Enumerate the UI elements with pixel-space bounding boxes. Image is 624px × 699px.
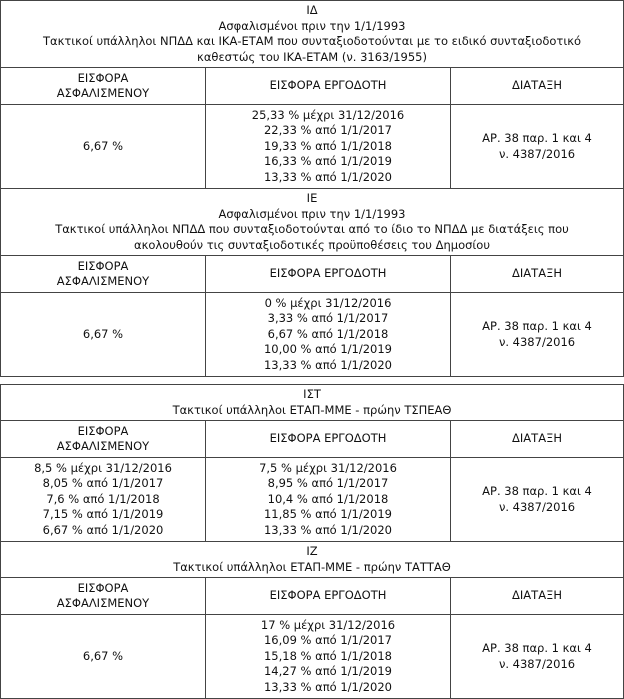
section-line: καθεστώς του ΙΚΑ-ΕΤΑΜ (ν. 3163/1955)	[197, 49, 427, 64]
section-title-ist	[1, 385, 624, 421]
section-code: ΙΖ	[306, 544, 318, 558]
section-code: ΙΣΤ	[303, 387, 321, 401]
header-employer: ΕΙΣΦΟΡΑ ΕΡΓΟΔΟΤΗ	[206, 421, 451, 458]
insured-contribution: 8,5 % μέχρι 31/12/2016 8,05 % από 1/1/2017 7,6 % από 1/1/2018 7,15 % από 1/1/2019 6,67 % από 1/1/2020	[1, 458, 206, 542]
section-line: ακολουθούν τις συνταξιοδοτικές προϋποθέσεις του Δημοσίου	[134, 237, 490, 252]
section-line: Τακτικοί υπάλληλοι ΝΠΔΔ που συνταξιοδοτούνται από το ίδιο το ΝΠΔΔ με διατάξεις που	[55, 222, 569, 236]
section-line: Τακτικοί υπάλληλοι ΕΤΑΠ-ΜΜΕ - πρώην ΤΣΠΕΑΘ	[172, 402, 452, 417]
section-title-ie	[1, 189, 624, 256]
header-insured: ΕΙΣΦΟΡΑ ΑΣΦΑΛΙΣΜΕΝΟΥ	[1, 421, 206, 458]
section-line: Τακτικοί υπάλληλοι ΕΤΑΠ-ΜΜΕ - πρώην ΤΑΤΤΑΘ	[173, 559, 451, 574]
insured-contribution: 6,67 %	[1, 293, 206, 377]
header-insured: ΕΙΣΦΟΡΑ ΑΣΦΑΛΙΣΜΕΝΟΥ	[1, 68, 206, 105]
employer-contribution: 0 % μέχρι 31/12/2016 3,33 % από 1/1/2017 6,67 % από 1/1/2018 10,00 % από 1/1/2019 13,33 % από 1/1/2020	[206, 293, 451, 377]
section-code: ΙΔ	[306, 3, 318, 17]
header-employer: ΕΙΣΦΟΡΑ ΕΡΓΟΔΟΤΗ	[206, 256, 451, 293]
provision: ΑΡ. 38 παρ. 1 και 4 ν. 4387/2016	[451, 105, 624, 189]
employer-contribution: 17 % μέχρι 31/12/2016 16,09 % από 1/1/2017 15,18 % από 1/1/2018 14,27 % από 1/1/2019 13,33 % από 1/1/2020	[206, 615, 451, 699]
insured-contribution: 6,67 %	[1, 615, 206, 699]
section-code: ΙΕ	[306, 191, 318, 205]
header-employer: ΕΙΣΦΟΡΑ ΕΡΓΟΔΟΤΗ	[206, 578, 451, 615]
section-title-id	[1, 1, 624, 68]
provision: ΑΡ. 38 παρ. 1 και 4 ν. 4387/2016	[451, 615, 624, 699]
employer-contribution: 7,5 % μέχρι 31/12/2016 8,95 % από 1/1/2017 10,4 % από 1/1/2018 11,85 % από 1/1/2019 13,33 % από 1/1/2020	[206, 458, 451, 542]
section-line: Ασφαλισμένοι πριν την 1/1/1993	[218, 18, 406, 33]
header-provision: ΔΙΑΤΑΞΗ	[451, 578, 624, 615]
header-insured: ΕΙΣΦΟΡΑ ΑΣΦΑΛΙΣΜΕΝΟΥ	[1, 256, 206, 293]
employer-contribution: 25,33 % μέχρι 31/12/2016 22,33 % από 1/1/2017 19,33 % από 1/1/2018 16,33 % από 1/1/2019 13,33 % από 1/1/2020	[206, 105, 451, 189]
header-provision: ΔΙΑΤΑΞΗ	[451, 68, 624, 105]
insured-contribution: 6,67 %	[1, 105, 206, 189]
provision: ΑΡ. 38 παρ. 1 και 4 ν. 4387/2016	[451, 293, 624, 377]
header-employer: ΕΙΣΦΟΡΑ ΕΡΓΟΔΟΤΗ	[206, 68, 451, 105]
header-provision: ΔΙΑΤΑΞΗ	[451, 256, 624, 293]
header-provision: ΔΙΑΤΑΞΗ	[451, 421, 624, 458]
section-title-iz	[1, 542, 624, 578]
section-line: Τακτικοί υπάλληλοι ΝΠΔΔ και ΙΚΑ-ΕΤΑΜ που συνταξιοδοτούνται με το ειδικό συνταξιοδοτικό	[42, 34, 582, 48]
contribution-table-2	[0, 384, 624, 699]
provision: ΑΡ. 38 παρ. 1 και 4 ν. 4387/2016	[451, 458, 624, 542]
section-line: Ασφαλισμένοι πριν την 1/1/1993	[218, 206, 406, 221]
header-insured: ΕΙΣΦΟΡΑ ΑΣΦΑΛΙΣΜΕΝΟΥ	[1, 578, 206, 615]
